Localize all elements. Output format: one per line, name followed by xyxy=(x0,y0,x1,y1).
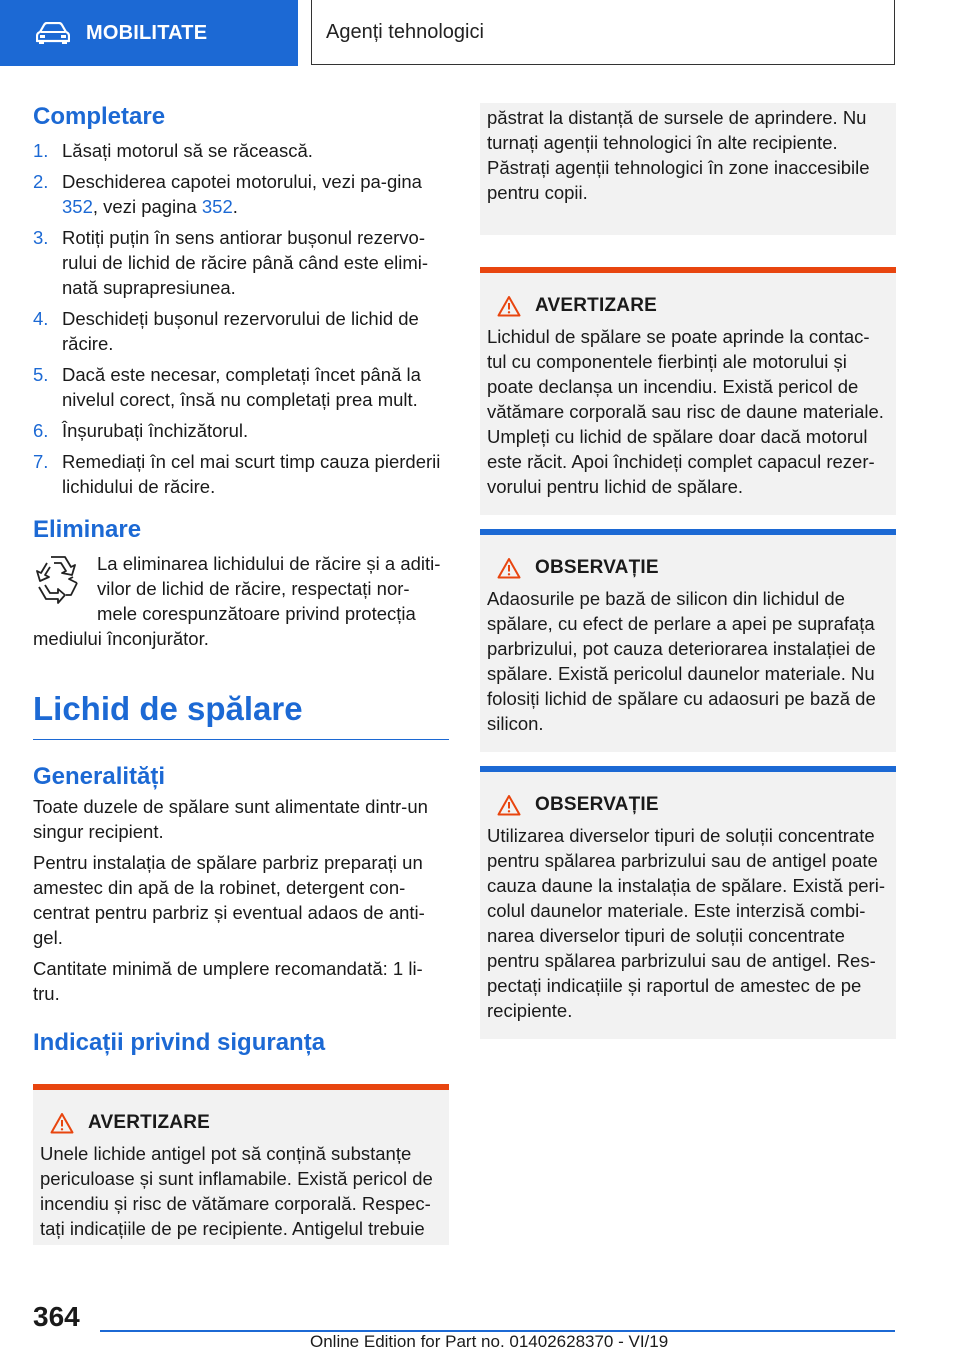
step-text: Lăsați motorul să se răcească. xyxy=(62,140,313,161)
chapter-tab[interactable] xyxy=(311,0,895,65)
step-text: Remediați în cel mai scurt timp cauza pierderii lichidului de răcire. xyxy=(62,451,441,497)
warning-text: Unele lichide antigel pot să conțină substanțe periculoase și sunt inflamabile. Există pericol de incendiu și risc de vătămare corporală. Respec-tați indicațiile de pe recipiente. Antigelul trebuie xyxy=(40,1143,433,1239)
warning-triangle-icon xyxy=(497,794,521,816)
page-link[interactable]: 352 xyxy=(201,196,233,217)
note-title xyxy=(487,792,888,817)
note-title-text: OBSERVAȚIE xyxy=(535,794,659,815)
eliminare-heading: Eliminare xyxy=(33,516,142,543)
page-link[interactable]: 352 xyxy=(62,196,93,217)
step-number: 4. xyxy=(33,308,49,329)
warning-box xyxy=(33,1084,449,1245)
step-number: 3. xyxy=(33,227,49,248)
section-label: MOBILITATE xyxy=(86,21,208,44)
warning-text: păstrat la distanță de sursele de aprindere. Nu turnați agenții tehnologici în alte recipiente. Păstrați agenții tehnologici în zone inaccesibile pentru copii. xyxy=(487,107,870,203)
step-text: , vezi pagina xyxy=(92,196,202,217)
warning-triangle-icon xyxy=(497,295,521,317)
lichid-heading-wrap xyxy=(33,687,449,740)
car-icon xyxy=(36,22,70,44)
list-item xyxy=(33,306,449,356)
list-item xyxy=(33,449,449,499)
list-item xyxy=(33,225,449,300)
warning-title-text: AVERTIZARE xyxy=(88,1112,210,1133)
step-number: 5. xyxy=(33,364,49,385)
step-text: Deschiderea capotei motorului, vezi pa-gina xyxy=(62,171,422,192)
step-number: 7. xyxy=(33,451,49,472)
page-header xyxy=(0,0,960,66)
paragraph: Pentru instalația de spălare parbriz preparați un amestec din apă de la robinet, detergent con-centrat pentru parbriz și eventual adaos de anti-gel. xyxy=(33,852,425,948)
step-text: Rotiți puțin în sens antiorar bușonul rezervo-rului de lichid de răcire până când este elimi-nată suprapresiunea. xyxy=(62,227,429,298)
warning-title xyxy=(40,1110,441,1135)
recycle-icon xyxy=(33,553,83,605)
note-box xyxy=(480,766,896,1039)
note-title xyxy=(487,555,888,580)
edition-text: Online Edition for Part no. 01402628370 - VI/19 xyxy=(310,1332,669,1351)
warning-title xyxy=(487,293,888,318)
lichid-heading: Lichid de spălare xyxy=(33,690,303,727)
step-number: 6. xyxy=(33,420,49,441)
eliminare-block xyxy=(33,551,449,651)
step-text: . xyxy=(232,196,238,217)
completare-steps xyxy=(33,138,449,499)
warning-triangle-icon xyxy=(497,557,521,579)
step-number: 1. xyxy=(33,140,49,161)
paragraph: Toate duzele de spălare sunt alimentate dintr-un singur recipient. xyxy=(33,796,428,842)
warning-title-text: AVERTIZARE xyxy=(535,295,657,316)
list-item xyxy=(33,418,449,443)
note-text: Utilizarea diverselor tipuri de soluții concentrate pentru spălarea parbrizului sau de antigel poate cauza daune la instalația de spălare. Există peri-colul daunelor materiale. Este interzisă combi-narea diverselor tipuri de soluții concentrate pentru spălarea parbrizului sau de antigel. Res-pectați indicațiile și raportul de amestec de pe recipiente. xyxy=(487,825,885,1021)
warning-box xyxy=(480,267,896,515)
list-item xyxy=(33,362,449,412)
list-item xyxy=(33,138,449,163)
step-number: 2. xyxy=(33,171,49,192)
left-column xyxy=(33,100,449,1245)
safety-heading: Indicații privind siguranța xyxy=(33,1029,326,1056)
paragraph: Cantitate minimă de umplere recomandată: 1 li-tru. xyxy=(33,958,423,1004)
chapter-label: Agenți tehnologici xyxy=(326,20,484,43)
eliminare-text: La eliminarea lichidului de răcire și a aditi-vilor de lichid de răcire, respectați nor-mele corespunzătoare privind protecția mediului înconjurător. xyxy=(33,553,441,649)
warning-box-continued xyxy=(480,103,896,235)
section-tab[interactable] xyxy=(0,0,298,66)
warning-triangle-icon xyxy=(50,1112,74,1134)
page-number: 364 xyxy=(33,1301,80,1332)
note-text: Adaosurile pe bază de silicon din lichidul de spălare, cu efect de perlare a apei pe suprafața parbrizului, pot cauza deteriorarea instalației de spălare. Există pericolul daunelor materiale. Nu folosiți lichid de spălare cu adaosuri pe bază de silicon. xyxy=(487,588,876,734)
right-column xyxy=(480,103,896,1039)
warning-text: Lichidul de spălare se poate aprinde la contac-tul cu componentele fierbinți ale motorului și poate declanșa un incendiu. Există pericol de vătămare corporală sau risc de daune materiale. Umpleți cu lichid de spălare doar dacă motorul este răcit. Apoi închideți complet capacul rezer-vorului pentru lichid de spălare. xyxy=(487,326,884,497)
note-title-text: OBSERVAȚIE xyxy=(535,557,659,578)
completare-heading: Completare xyxy=(33,103,166,130)
note-box xyxy=(480,529,896,752)
step-text: Deschideți bușonul rezervorului de lichid de răcire. xyxy=(62,308,419,354)
step-text: Dacă este necesar, completați încet până la nivelul corect, însă nu completați prea mult. xyxy=(62,364,421,410)
list-item xyxy=(33,169,449,219)
generalitati-heading: Generalități xyxy=(33,763,166,790)
step-text: Înșurubați închizătorul. xyxy=(62,420,249,441)
